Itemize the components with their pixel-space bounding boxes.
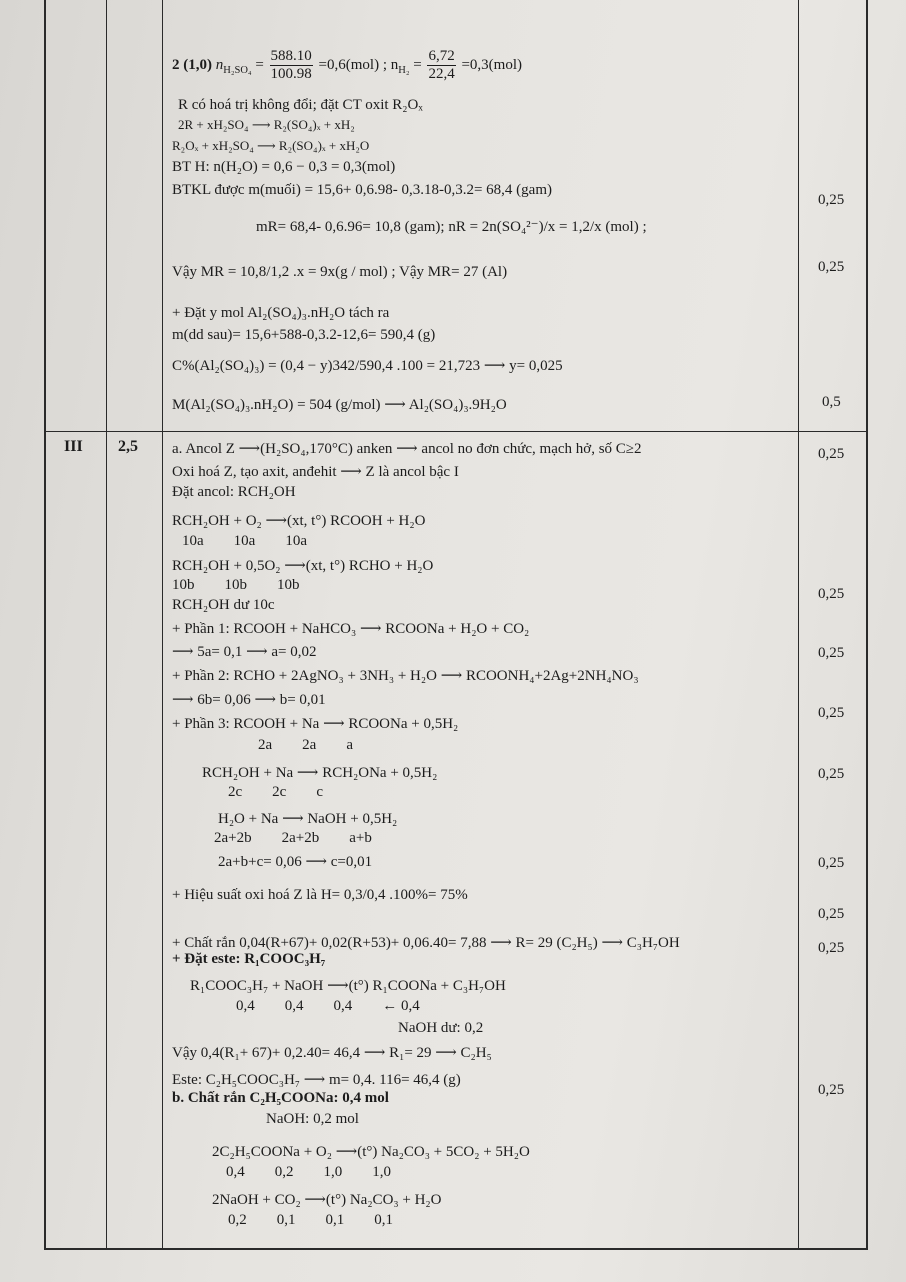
score-12: 0,25 bbox=[818, 1082, 845, 1098]
eq-ester-moles: 0,4 0,4 0,4 ← 0,4 bbox=[236, 998, 420, 1014]
line-r1-value: Vậy 0,4(R₁+ 67)+ 0,2.40= 46,4 ⟶ R₁= 29 ⟶ C₂H₅ bbox=[172, 1045, 492, 1061]
line-alcohol-z: a. Ancol Z ⟶(H₂SO₄,170°C) anken ⟶ ancol no đơn chức, mạch hở, số C≥2 bbox=[172, 441, 642, 457]
eq-part-3-water: H₂O + Na ⟶ NaOH + 0,5H₂ bbox=[218, 811, 398, 827]
eq-ester-hydrolysis: R₁COOC₃H₇ + NaOH ⟶(t°) R₁COONa + C₃H₇OH bbox=[190, 978, 506, 994]
eq-metal-acid: 2R + xH₂SO₄ ⟶ R₂(SO₄)ₓ + xH₂ bbox=[178, 117, 355, 132]
table-border-left bbox=[44, 0, 46, 1250]
score-4: 0,25 bbox=[818, 446, 845, 462]
line-yield: + Hiệu suất oxi hoá Z là H= 0,3/0,4 .100%= 75% bbox=[172, 887, 468, 903]
score-10: 0,25 bbox=[818, 906, 845, 922]
line-crystal: + Đặt y mol Al₂(SO₄)₃.nH₂O tách ra bbox=[172, 305, 390, 321]
eq-part-2: + Phần 2: RCHO + 2AgNO₃ + 3NH₃ + H₂O ⟶ RCOONH₄+2Ag+2NH₄NO₃ bbox=[172, 668, 639, 684]
score-11: 0,25 bbox=[818, 940, 845, 956]
section-points: 2,5 bbox=[118, 438, 138, 455]
line-c-value: 2a+b+c= 0,06 ⟶ c=0,01 bbox=[218, 854, 373, 870]
score-9: 0,25 bbox=[818, 855, 845, 871]
line-mr-value: Vậy MR = 10,8/1,2 .x = 9x(g / mol) ; Vậy MR= 27 (Al) bbox=[172, 264, 508, 280]
line-naoh-excess: NaOH dư: 0,2 bbox=[398, 1020, 484, 1036]
line-concentration: C%(Al₂(SO₄)₃) = (0,4 − y)342/590,4 .100 = 21,723 ⟶ y= 0,025 bbox=[172, 358, 563, 374]
line-b-value: ⟶ 6b= 0,06 ⟶ b= 0,01 bbox=[172, 692, 326, 708]
eq-part-3-alcohol: RCH₂OH + Na ⟶ RCH₂ONa + 0,5H₂ bbox=[202, 765, 438, 781]
line-mass-solution: m(dd sau)= 15,6+588-0,3.2-12,6= 590,4 (g) bbox=[172, 327, 436, 343]
table-row-divider bbox=[44, 431, 868, 432]
line-mr: mR= 68,4- 0,6.96= 10,8 (gam); nR = 2n(SO₄²⁻)/x = 1,2/x (mol) ; bbox=[256, 219, 647, 235]
line-a-value: ⟶ 5a= 0,1 ⟶ a= 0,02 bbox=[172, 644, 317, 660]
eq-aldehyde-formation: RCH₂OH + 0,5O₂ ⟶(xt, t°) RCHO + H₂O bbox=[172, 558, 434, 574]
eq-part-3-acid-moles: 2a 2a a bbox=[258, 737, 353, 753]
line-oxide: R có hoá trị không đổi; đặt CT oxit R₂Oₓ bbox=[178, 97, 423, 113]
score-6: 0,25 bbox=[818, 645, 845, 661]
line-btkl: BTKL được m(muối) = 15,6+ 0,6.98- 0,3.18-0,3.2= 68,4 (gam) bbox=[172, 182, 553, 198]
eq-aldehyde-moles: 10b 10b 10b bbox=[172, 577, 300, 593]
line-solid-b: b. Chất rắn C₂H₅COONa: 0,4 mol bbox=[172, 1090, 389, 1106]
score-8: 0,25 bbox=[818, 766, 845, 782]
score-2: 0,25 bbox=[818, 259, 845, 275]
eq-oxide-acid: R₂Oₓ + xH₂SO₄ ⟶ R₂(SO₄)ₓ + xH₂O bbox=[172, 138, 370, 153]
line-naoh-moles: NaOH: 0,2 mol bbox=[266, 1111, 359, 1127]
line-moles: 2 (1,0) $n_{H_2SO_4}$ = $\frac{588.10}{100.98}$ =0,6(mol) ; $n_{H_2}$ = $\frac{6,72}{22,4}$ =0,3(mol) bbox=[172, 48, 523, 82]
table-border-bottom bbox=[44, 1248, 868, 1250]
score-7: 0,25 bbox=[818, 705, 845, 721]
eq-part-3-water-moles: 2a+2b 2a+2b a+b bbox=[214, 830, 372, 846]
eq-part-1: + Phần 1: RCOOH + NaHCO₃ ⟶ RCOONa + H₂O + CO₂ bbox=[172, 621, 530, 637]
line-ester: + Đặt este: R₁COOC₃H₇ bbox=[172, 951, 326, 967]
line-set-alcohol: Đặt ancol: RCH₂OH bbox=[172, 484, 296, 500]
score-1: 0,25 bbox=[818, 192, 845, 208]
line-excess-alcohol: RCH₂OH dư 10c bbox=[172, 597, 275, 613]
eq-naoh-co2: 2NaOH + CO₂ ⟶(t°) Na₂CO₃ + H₂O bbox=[212, 1192, 442, 1208]
line-molar-mass: M(Al₂(SO₄)₃.nH₂O) = 504 (g/mol) ⟶ Al₂(SO₄)₃.9H₂O bbox=[172, 397, 507, 413]
eq-combustion-moles: 0,4 0,2 1,0 1,0 bbox=[226, 1164, 391, 1180]
line-ester-mass: Este: C₂H₅COOC₃H₇ ⟶ m= 0,4. 116= 46,4 (g) bbox=[172, 1072, 461, 1088]
section-number: III bbox=[64, 438, 83, 455]
table-col-divider-2 bbox=[162, 0, 163, 1250]
eq-naoh-co2-moles: 0,2 0,1 0,1 0,1 bbox=[228, 1212, 393, 1228]
eq-acid-moles: 10a 10a 10a bbox=[182, 533, 307, 549]
line-bt-h: BT H: n(H₂O) = 0,6 − 0,3 = 0,3(mol) bbox=[172, 159, 396, 175]
eq-combustion: 2C₂H₅COONa + O₂ ⟶(t°) Na₂CO₃ + 5CO₂ + 5H₂O bbox=[212, 1144, 530, 1160]
score-3: 0,5 bbox=[822, 394, 841, 410]
score-5: 0,25 bbox=[818, 586, 845, 602]
table-col-divider-3 bbox=[798, 0, 799, 1250]
eq-part-3-alcohol-moles: 2c 2c c bbox=[228, 784, 323, 800]
eq-part-3-acid: + Phần 3: RCOOH + Na ⟶ RCOONa + 0,5H₂ bbox=[172, 716, 459, 732]
line-oxidation: Oxi hoá Z, tạo axit, anđehit ⟶ Z là ancol bậc I bbox=[172, 464, 459, 480]
table-border-right bbox=[866, 0, 868, 1250]
table-col-divider-1 bbox=[106, 0, 107, 1250]
eq-acid-formation: RCH₂OH + O₂ ⟶(xt, t°) RCOOH + H₂O bbox=[172, 513, 426, 529]
line-solid-mass: + Chất rắn 0,04(R+67)+ 0,02(R+53)+ 0,06.40= 7,88 ⟶ R= 29 (C₂H₅) ⟶ C₃H₇OH bbox=[172, 935, 680, 951]
